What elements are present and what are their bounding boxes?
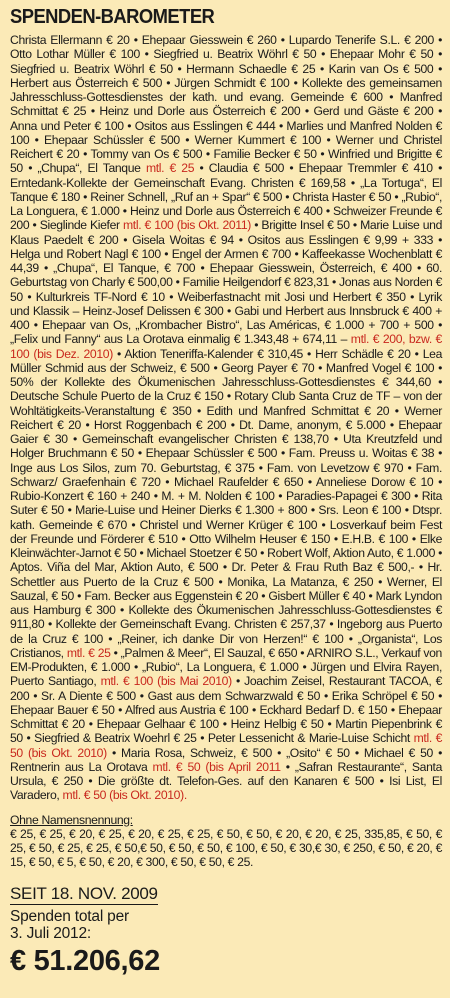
donations-list (10, 33, 442, 803)
monthly-donation-note: mtl. € 100 (bis Okt. 2011) (123, 218, 251, 233)
monthly-donation-note: mtl. € 25 (145, 161, 195, 176)
donation-segment: • Maria Rosa, Schweiz, € 500 • „Osito“ € 50 • Michael € 50 • Rentnerin aus La Orotava (10, 745, 442, 774)
monthly-donation-note: mtl. € 200, bzw. € 100 (bis Dez. 2010) (10, 332, 442, 361)
anonymous-heading: Ohne Namensnennung: (10, 812, 133, 827)
anonymous-amounts: € 25, € 25, € 20, € 25, € 20, € 25, € 25, € 50, € 50, € 20, € 20, € 25, 335,85, € 50, € 25, € 50, € 25, € 25, € 50,€ 50, € 50, € 50, € 100, € 50, € 30,€ 30, € 250, € 50, € 20, € 15, € 50, € 5, € 50, € 20, € 300, € 50, € 50, € 25. (10, 826, 442, 870)
donation-segment: Christa Ellermann € 20 • Ehepaar Giesswein € 260 • Lupardo Tenerife S.L. € 200 • Otto Lothar Müller € 100 • Siegfried u. Beatrix Wöhrl € 50 • Ehepaar Mohr € 50 • Siegfried u. Beatrix Wöhrl € 50 • Hermann Schaedle € 25 • Karin van Os € 500 • Herbert aus Österreich € 500 • Jürgen Schmidt € 100 • Kollekte des gemeinsamen Jahresschluss-Gottesdienstes der kath. und evang. Gemeinde € 600 • Manfred Schmittat € 25 • Heinz und Dorle aus Österreich € 200 • Gerd und Gäste € 200 • Anna und Peter € 100 • Ositos aus Esslingen € 444 • Marlies und Manfred Nolden € 100 • Ehepaar Schüssler € 500 • Werner Kummert € 100 • Werner und Christel Reichert € 20 • Tommy van Os € 500 • Familie Becker € 50 • Winfried und Brigitte € 50 • „Chupa“, El Tanque (10, 33, 442, 176)
donation-segment: • Claudia € 500 • Ehepaar Tremmler € 410 • Erntedank-Kollekte der Gemeinschaft Evang. Christen € 169,58 • „La Tortuga“, El Tanque € 180 • Reiner Schnell, „Ruf an + Spar“ € 500 • Christa Haster € 50 • „Rubio“, La Longuera, € 1.000 • Heinz und Dorle aus Österreich € 400 • Schweizer Freunde € 200 • Sieglinde Kiefer (10, 161, 442, 233)
since-date: SEIT 18. NOV. 2009 (10, 883, 158, 903)
donation-segment: • „Safran Restaurante“, Santa Ursula, € 250 • Die größte dt. Telefon-Ges. auf den Kanaren € 500 • Isi List, El Varadero, (10, 759, 443, 803)
donation-segment: • Aktion Teneriffa-Kalender € 310,45 • Herr Schädle € 20 • Lea Müller Schmid aus der Schweiz, € 500 • Georg Payer € 70 • Manfred Vogel € 100 • 50% der Kollekte des Ökumenischen Jahresschluss-Gottesdienstes € 344,60 • Deutsche Schule Puerto de la Cruz € 150 • Rotary Club Santa Cruz de TF – von der Wohltätigkeits-Veranstaltung € 350 • Edith und Manfred Schmittat € 20 • Werner Reichert € 20 • Horst Roggenbach € 200 • Dt. Dame, anonym, € 5.000 • Ehepaar Gaier € 30 • Gemeinschaft evangelischer Christen € 138,70 • Uta Kreutzfeld und Holger Bruchmann € 50 • Ehepaar Schüssler € 500 • Fam. Preuss u. Woitas € 38 • Inge aus Los Silos, zum 70. Geburtstag, € 375 • Fam. von Levetzow € 970 • Fam. Schwarz/ Graefenhain € 720 • Michael Raufelder € 650 • Anneliese Dorow € 10 • Rubio-Konzert € 160 + 240 • M. + M. Nolden € 100 • Paradies-Papagei € 300 • Rita Suter € 50 • Marie-Luise und Heiner Dierks € 1.300 + 800 • Srs. Leon € 100 • Dtspr. kath. Gemeinde € 670 • Christel und Werner Krüger € 100 • Losverkauf beim Fest der Freunde und Förderer € 510 • Otto Wilhelm Heuser € 150 • E.H.B. € 100 • Elke Kleinwächter-Jarnot € 50 • Michael Stoetzer € 50 • Robert Wolf, Aktion Auto, € 1.000 • Aptos. Viña del Mar, Aktion Auto, € 500 • Dr. Peter & Frau Ruth Baz € 500,- • Hr. Schettler aus Puerto de la Cruz € 500 • Monika, La Matanza, € 250 • Werner, El Sauzal, € 50 • Fam. Becker aus Eggenstein € 20 • Gisbert Müller € 40 • Mark Lyndon aus Hamburg € 300 • Kollekte des Ökumenischen Jahresschluss-Gottesdienstes € 911,80 • Kollekte der Gemeinschaft Evang. Christen € 257,37 • Ingeborg aus Puerto de la Cruz € 100 • „Reiner, ich danke Dir von Herzen!“ € 100 • „Organista“, Los Cristianos, (10, 346, 442, 660)
donation-segment: • „Palmen & Meer“, El Sauzal, € 650 • ARNIRO S.L., Verkauf von EM-Produkten, € 1.000 • „Rubio“, La Longuera, € 1.000 • Jürgen und Elvira Rayen, Puerto Santiago, (10, 645, 442, 689)
donation-segment: • Joachim Zeisel, Restaurant TACOA, € 200 • Sr. A Diente € 500 • Gast aus dem Schwarzwald € 50 • Erika Schröpel € 50 • Ehepaar Bauer € 50 • Alfred aus Austria € 100 • Eckhard Bedarf D. € 150 • Ehepaar Schmittat € 20 • Ehepaar Gelhaar € 100 • Heinz Helbig € 50 • Martin Piepenbrink € 50 • Siegfried & Beatrix Woehrl € 25 • Peter Lessenicht & Marie-Luise Schicht (10, 674, 443, 746)
donation-segment: • Brigitte Insel € 50 • Marie Luise und Klaus Paedelt € 200 • Gisela Woitas € 94 • Ositos aus Esslingen € 9,99 + 333 • Helga und Robert Nagl € 100 • Engel der Armen € 700 • Kaffeekasse Wochenblatt € 44,39 • „Chupa“, El Tanque, € 700 • Ehepaar Giesswein, Österreich, € 400 • 60. Geburtstag von Charly € 500,00 • Familie Heilgendorf € 823,31 • Jonas aus Norden € 50 • Kulturkreis TF-Nord € 10 • Weiberfastnacht mit Josi und Herbert € 350 • Lyrik und Klassik – Heinz-Josef Delissen € 300 • Gabi und Herbert aus Innsbruck € 400 + 400 • Ehepaar van Os, „Krombacher Bistro“, Las Américas, € 1.000 + 700 + 500 • „Felix und Fanny“ aus La Orotava einmalig € 1.343,48 + 674,11 – (10, 218, 443, 347)
monthly-donation-note: mtl. € 50 (bis Okt. 2010). (62, 788, 187, 803)
total-amount: € 51.206,62 (10, 944, 160, 977)
monthly-donation-note: mtl. € 25 (66, 645, 111, 660)
monthly-donation-note: mtl. € 50 (bis April 2011 (152, 759, 281, 774)
total-label-line-1: Spenden total per (10, 907, 129, 925)
total-label-line-2: 3. Juli 2012: (10, 924, 91, 942)
monthly-donation-note: mtl. € 100 (bis Mai 2010) (100, 674, 232, 689)
page-title: SPENDEN-BAROMETER (10, 6, 215, 28)
monthly-donation-note: mtl. € 50 (bis Okt. 2010) (10, 731, 442, 760)
